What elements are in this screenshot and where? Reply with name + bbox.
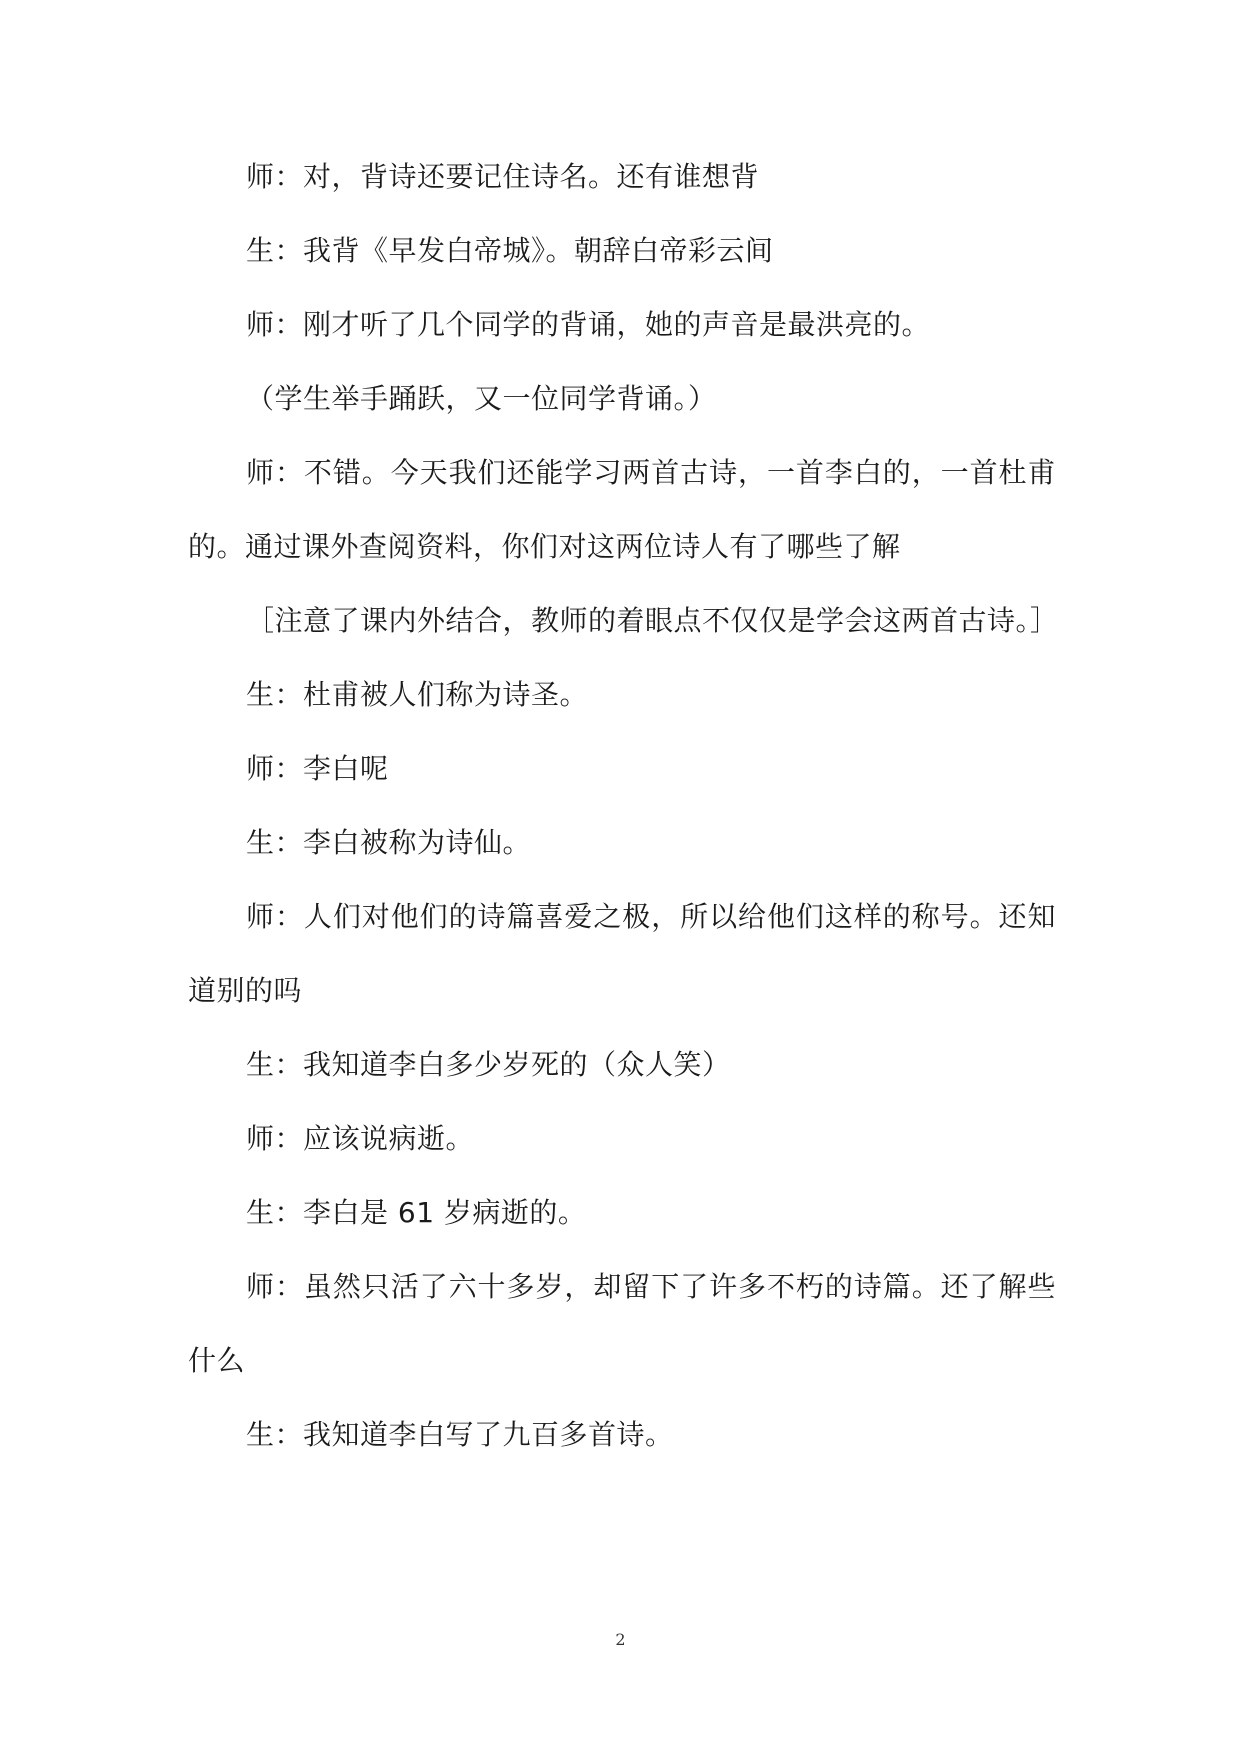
paragraph: 师：不错。今天我们还能学习两首古诗，一首李白的，一首杜甫的。通过课外查阅资料，你们对这两位诗人有了哪些了解 [188,456,1056,563]
paragraph: 师：刚才听了几个同学的背诵，她的声音是最洪亮的。 [246,308,931,341]
paragraph: 生：我知道李白写了九百多首诗。 [246,1418,674,1451]
paragraph: 师：虽然只活了六十多岁，却留下了许多不朽的诗篇。还了解些什么 [188,1270,1056,1377]
paragraph: 生：杜甫被人们称为诗圣。 [246,678,589,711]
paragraph: 师：应该说病逝。 [246,1122,475,1155]
document-body [188,140,1059,1472]
paragraph: 师：对，背诗还要记住诗名。还有谁想背 [246,160,760,193]
paragraph: 师：李白呢 [246,752,389,785]
paragraph: （学生举手踊跃，又一位同学背诵。） [246,382,717,415]
paragraph: 生：李白被称为诗仙。 [246,826,532,859]
paragraph: 生：李白是 61 岁病逝的。 [246,1196,587,1229]
paragraph: 师：人们对他们的诗篇喜爱之极，所以给他们这样的称号。还知道别的吗 [188,900,1056,1007]
page-number: 2 [615,1630,626,1649]
paragraph: 生：我背《早发白帝城》。朝辞白帝彩云间 [246,234,774,267]
paragraph: 生：我知道李白多少岁死的（众人笑） [246,1048,731,1081]
annotation-paragraph: ［注意了课内外结合，教师的着眼点不仅仅是学会这两首古诗。］ [246,604,1059,637]
